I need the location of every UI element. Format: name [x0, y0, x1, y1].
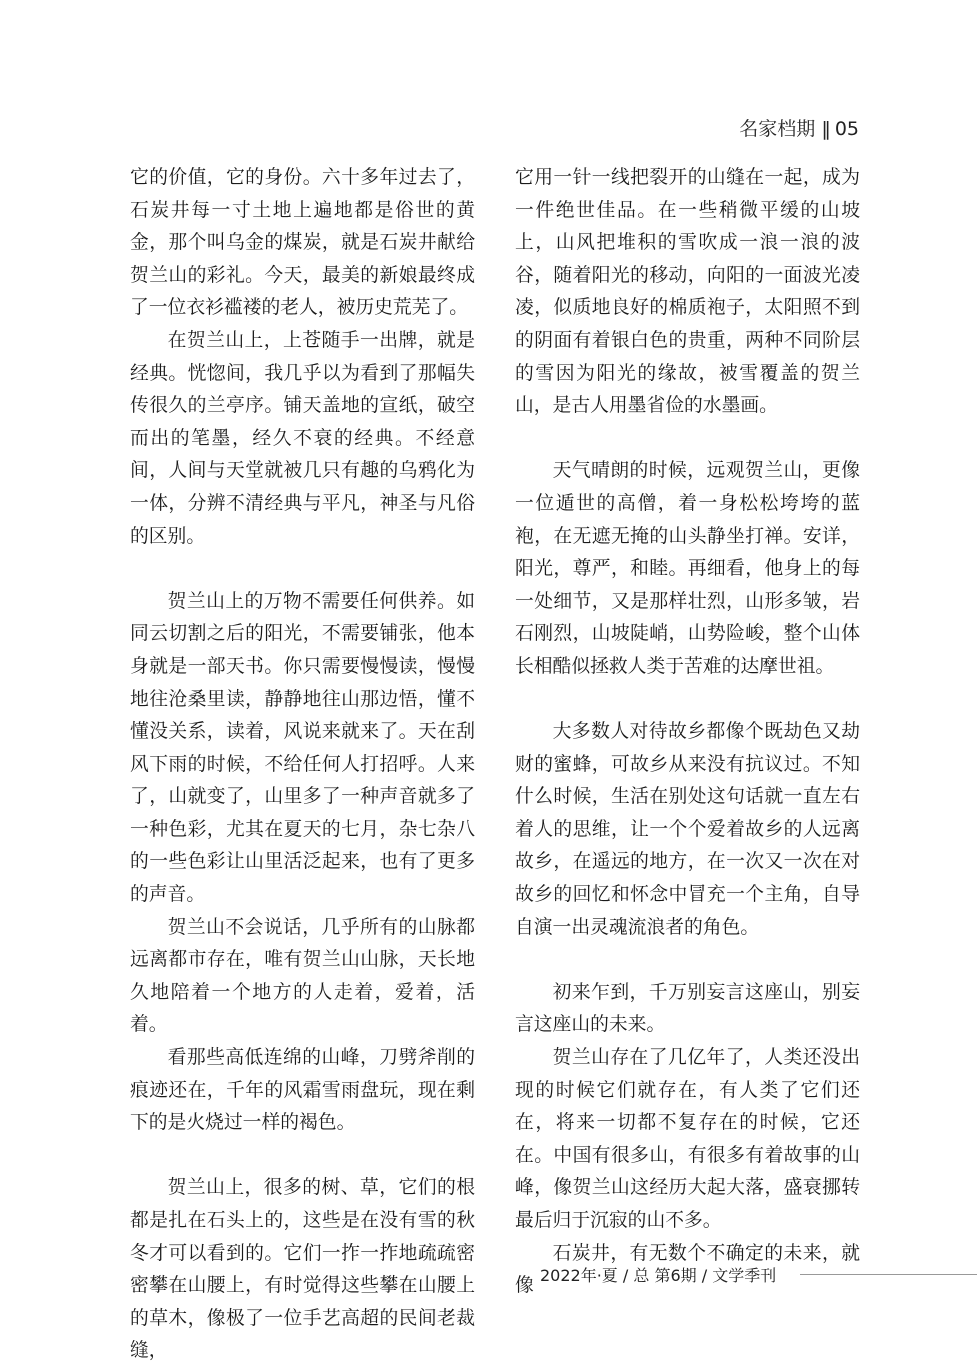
right-column: [515, 162, 860, 1303]
page-number: 05: [834, 118, 859, 140]
paragraph: 初来乍到，千万别妄言这座山，别妄言这座山的未来。: [515, 981, 860, 1036]
section-title: 名家档期: [739, 118, 816, 140]
paragraph: 看那些高低连绵的山峰，刀劈斧削的痕迹还在，千年的风霜雪雨盘玩，现在剩下的是火烧过一样的褐色。: [130, 1047, 475, 1134]
footer-rule: [800, 1274, 977, 1275]
paragraph: 贺兰山不会说话，几乎所有的山脉都远离都市存在，唯有贺兰山山脉，天长地久地陪着一个地方的人走着，爱着，活着。: [130, 916, 475, 1036]
running-header: [739, 114, 859, 141]
left-column: [130, 162, 475, 1368]
paragraph: 贺兰山存在了几亿年了，人类还没出现的时候它们就存在，有人类了它们还在，将来一切都不复存在的时候，它还在。中国有很多山，有很多有着故事的山峰，像贺兰山这经历大起大落，盛衰挪转最后归于沉寂的山不多。: [515, 1047, 860, 1231]
paragraph: 它用一针一线把裂开的山缝在一起，成为一件绝世佳品。在一些稍微平缓的山坡上，山风把堆积的雪吹成一浪一浪的波谷，随着阳光的移动，向阳的一面波光凌凌，似质地良好的棉质袍子，太阳照不到的阴面有着银白色的贵重，两种不同阶层的雪因为阳光的缘故，被雪覆盖的贺兰山，是古人用墨省俭的水墨画。: [515, 167, 860, 417]
paragraph: 它的价值，它的身份。六十多年过去了，石炭井每一寸土地上遍地都是俗世的黄金，那个叫乌金的煤炭，就是石炭井献给贺兰山的彩礼。今天，最美的新娘最终成了一位衣衫褴褛的老人，被历史荒芜了。: [130, 167, 475, 319]
paragraph: 大多数人对待故乡都像个既劫色又劫财的蜜蜂，可故乡从来没有抗议过。不知什么时候，生活在别处这句话就一直左右着人的思维，让一个个爱着故乡的人远离故乡，在遥远的地方，在一次又一次在对故乡的回忆和怀念中冒充一个主角，自导自演一出灵魂流浪者的角色。: [515, 721, 860, 938]
paragraph: 贺兰山上的万物不需要任何供养。如同云切割之后的阳光，不需要铺张，他本身就是一部天书。你只需要慢慢读，慢慢地往沧桑里读，静静地往山那边悟，懂不懂没关系，读着，风说来就来了。天在刮风下雨的时候，不给任何人打招呼。人来了，山就变了，山里多了一种声音就多了一种色彩，尤其在夏天的七月，杂七杂八的一些色彩让山里活泛起来，也有了更多的声音。: [130, 590, 475, 906]
paragraph: 天气晴朗的时候，远观贺兰山，更像一位遁世的高僧，着一身松松垮垮的蓝袍，在无遮无掩的山头静坐打禅。安详，阳光，尊严，和睦。再细看，他身上的每一处细节，又是那样壮烈，山形多皱，岩石刚烈，山坡陡峭，山势险峻，整个山体长相酷似拯救人类于苦难的达摩世祖。: [515, 460, 860, 677]
issue-footer: 2022年·夏 / 总 第6期 / 文学季刊: [540, 1266, 777, 1285]
paragraph: 石炭井，有无数个不确定的未来，就像: [515, 1242, 860, 1297]
paragraph: 在贺兰山上，上苍随手一出牌，就是经典。恍惚间，我几乎以为看到了那幅失传很久的兰亭序。铺天盖地的宣纸，破空而出的笔墨，经久不衰的经典。不经意间，人间与天堂就被几只有趣的乌鸦化为一体，分辨不清经典与平凡，神圣与凡俗的区别。: [130, 329, 475, 547]
header-separator: ‖: [821, 118, 829, 140]
paragraph: 贺兰山上，很多的树、草，它们的根都是扎在石头上的，这些是在没有雪的秋冬才可以看到的。它们一拃一拃地疏疏密密攀在山腰上，有时觉得这些攀在山腰上的草木，像极了一位手艺高超的民间老裁缝，: [130, 1177, 475, 1362]
